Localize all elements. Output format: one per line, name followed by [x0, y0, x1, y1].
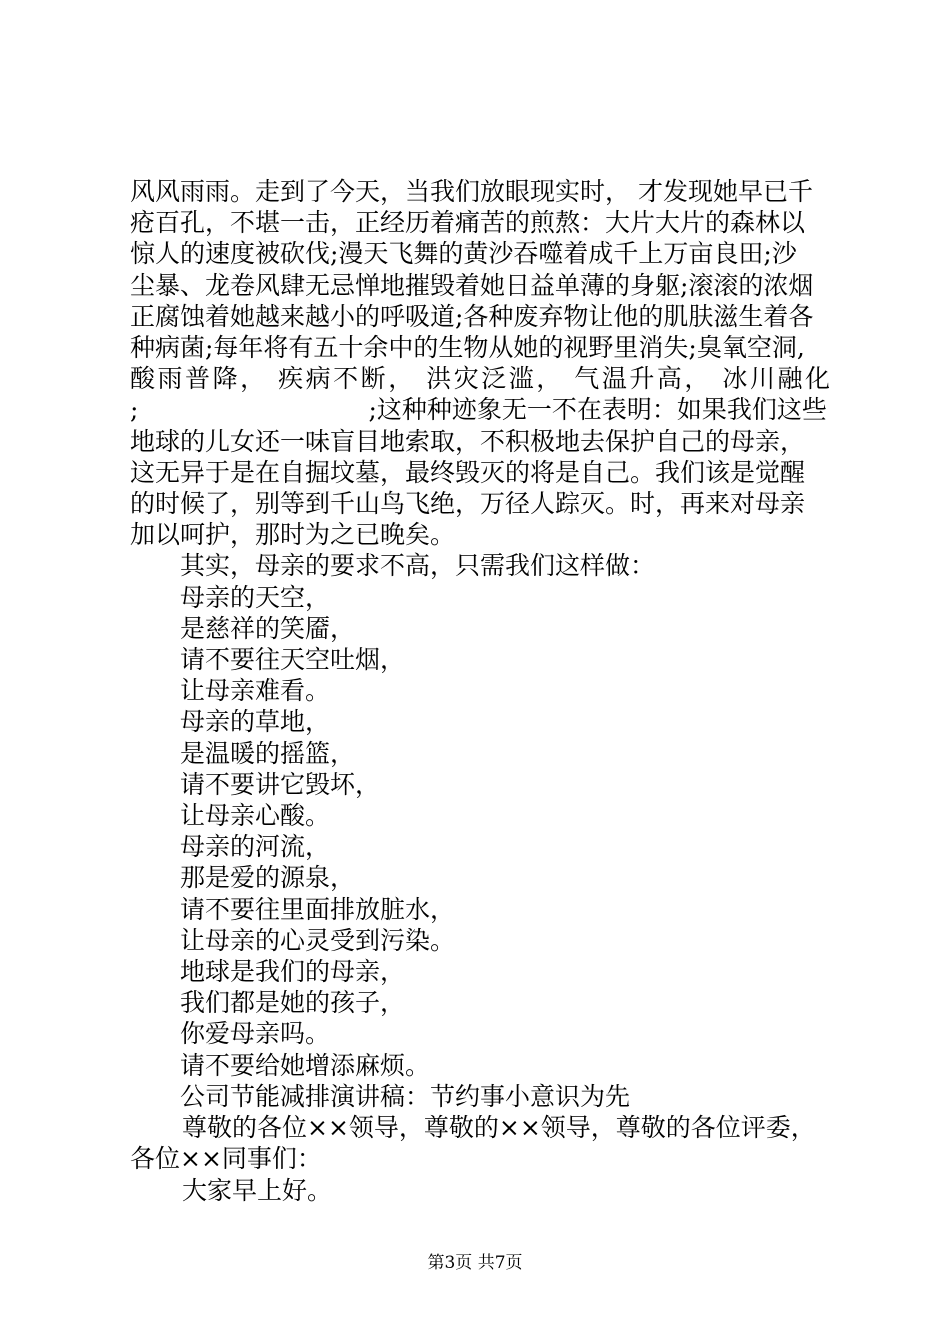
text-line: 的时候了，别等到千山鸟飞绝，万径人踪灭。时，再来对母亲	[130, 489, 806, 519]
poem-line: 我们都是她的孩子，	[180, 988, 406, 1018]
text-line: 疮百孔，不堪一击，正经历着痛苦的煎熬：大片大片的森林以	[130, 208, 806, 238]
text-line: 风风雨雨。走到了今天，当我们放眼现实时， 才发现她早已千	[130, 177, 813, 206]
semicolon-mark: ;	[130, 395, 139, 425]
text-line: 种病菌;每年将有五十余中的生物从她的视野里消失;臭氧空洞,	[130, 333, 805, 363]
salutation-line: 尊敬的各位××领导，尊敬的××领导，尊敬的各位评委，	[182, 1113, 816, 1143]
poem	[130, 582, 830, 1081]
poem-line: 请不要给她增添麻烦。	[180, 1050, 431, 1080]
poem-line: 让母亲难看。	[180, 676, 331, 706]
text-line: 惊人的速度被砍伐;漫天飞舞的黄沙吞噬着成千上万亩良田;沙	[130, 239, 797, 269]
poem-line: 请不要往里面排放脏水，	[180, 894, 456, 924]
poem-line: 你爱母亲吗。	[180, 1019, 331, 1049]
greeting-line: 大家早上好。	[182, 1175, 333, 1205]
poem-line: 让母亲心酸。	[180, 801, 331, 831]
speech-title: 公司节能减排演讲稿：节约事小意识为先	[180, 1081, 631, 1111]
poem-line: 是慈祥的笑靥，	[180, 613, 356, 643]
salutation-line: 各位××同事们：	[130, 1144, 322, 1174]
text-line: 这无异于是在自掘坟墓，最终毁灭的将是自己。我们该是觉醒	[130, 457, 806, 487]
poem-line: 那是爱的源泉，	[180, 863, 356, 893]
poem-line: 请不要讲它毁坏，	[180, 769, 381, 799]
text-line: 正腐蚀着她越来越小的呼吸道;各种废弃物让他的肌肤滋生着各	[130, 301, 814, 331]
poem-line: 是温暖的摇篮，	[180, 738, 356, 768]
text-fragment: ;这种种迹象无一不在表明：如果我们这些	[368, 395, 827, 425]
poem-line: 母亲的天空，	[180, 582, 331, 612]
text-line: 地球的儿女还一味盲目地索取，不积极地去保护自己的母亲，	[130, 426, 806, 456]
intro-line: 其实，母亲的要求不高，只需我们这样做：	[180, 551, 656, 581]
page-footer: 第3页 共7页	[427, 1253, 523, 1273]
poem-line: 让母亲的心灵受到污染。	[180, 925, 456, 955]
text-line: 尘暴、龙卷风肆无忌惮地摧毁着她日益单薄的身躯;滚滚的浓烟	[130, 270, 814, 300]
poem-line: 母亲的河流，	[180, 832, 331, 862]
poem-line: 地球是我们的母亲，	[180, 957, 406, 987]
text-line: 加以呵护，那时为之已晚矣。	[130, 520, 456, 550]
poem-line: 请不要往天空吐烟，	[180, 645, 406, 675]
poem-line: 母亲的草地，	[180, 707, 331, 737]
text-line	[130, 394, 830, 425]
body-text	[130, 176, 830, 1206]
text-line: 酸雨普降， 疾病不断， 洪灾泛滥， 气温升高， 冰川融化	[130, 364, 830, 394]
